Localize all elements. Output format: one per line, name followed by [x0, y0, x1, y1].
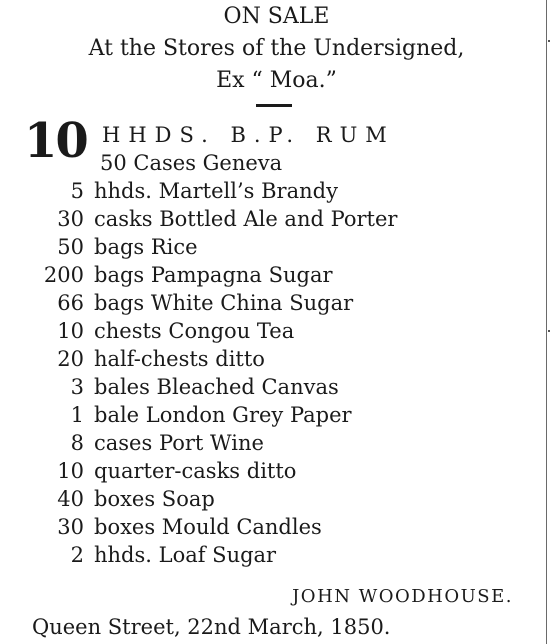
- goods-line: [34, 374, 339, 400]
- heading-rule: [256, 104, 292, 107]
- goods-description: quarter-casks ditto: [94, 459, 297, 483]
- goods-description: bales Bleached Canvas: [94, 375, 339, 399]
- goods-line: [34, 178, 338, 204]
- goods-quantity: 50: [57, 235, 84, 259]
- goods-line: [34, 542, 276, 568]
- goods-description: bags White China Sugar: [94, 291, 354, 315]
- lead-quantity: 10: [24, 113, 87, 169]
- goods-description: bags Pampagna Sugar: [94, 263, 333, 287]
- goods-description: boxes Mould Candles: [94, 515, 322, 539]
- goods-description: half-chests ditto: [94, 347, 265, 371]
- goods-line: [34, 206, 397, 232]
- goods-quantity: 10: [57, 319, 84, 343]
- goods-quantity: 20: [57, 347, 84, 371]
- goods-quantity: 8: [70, 431, 84, 455]
- lead-item: HHDS. B.P. RUM: [102, 123, 395, 147]
- goods-quantity: 10: [57, 459, 84, 483]
- goods-quantity: 5: [70, 179, 84, 203]
- goods-description: bags Rice: [94, 235, 198, 259]
- goods-description: chests Congou Tea: [94, 319, 295, 343]
- goods-description: hhds. Loaf Sugar: [94, 543, 277, 567]
- goods-quantity: 1: [70, 403, 84, 427]
- print-speck: [548, 330, 550, 332]
- goods-line: [34, 346, 265, 372]
- goods-line: [34, 318, 294, 344]
- goods-quantity: 30: [57, 515, 84, 539]
- goods-quantity: 200: [43, 263, 84, 287]
- goods-line: [34, 262, 333, 288]
- goods-description: cases Port Wine: [94, 431, 264, 455]
- ad-heading: ON SALE: [223, 4, 330, 29]
- goods-quantity: 66: [57, 291, 84, 315]
- goods-description: hhds. Martell’s Brandy: [94, 179, 338, 203]
- goods-description: 50 Cases Geneva: [100, 151, 283, 175]
- goods-line: [34, 402, 352, 428]
- goods-quantity: 30: [57, 207, 84, 231]
- goods-line: [34, 514, 322, 540]
- goods-line: [100, 150, 282, 176]
- signature: JOHN WOODHOUSE.: [292, 586, 513, 607]
- ad-vessel-line: Ex “ Moa.”: [216, 68, 337, 93]
- goods-line: [34, 486, 215, 512]
- goods-description: bale London Grey Paper: [94, 403, 352, 427]
- goods-quantity: 40: [57, 487, 84, 511]
- goods-line: [34, 458, 296, 484]
- goods-description: casks Bottled Ale and Porter: [94, 207, 398, 231]
- goods-quantity: 2: [70, 543, 84, 567]
- dateline: Queen Street, 22nd March, 1850.: [32, 615, 391, 639]
- goods-line: [34, 290, 353, 316]
- goods-line: [34, 430, 264, 456]
- ad-subheading: At the Stores of the Undersigned,: [88, 36, 465, 61]
- goods-quantity: 3: [70, 375, 84, 399]
- goods-line: [34, 234, 198, 260]
- column-border: [546, 0, 547, 644]
- goods-description: boxes Soap: [94, 487, 215, 511]
